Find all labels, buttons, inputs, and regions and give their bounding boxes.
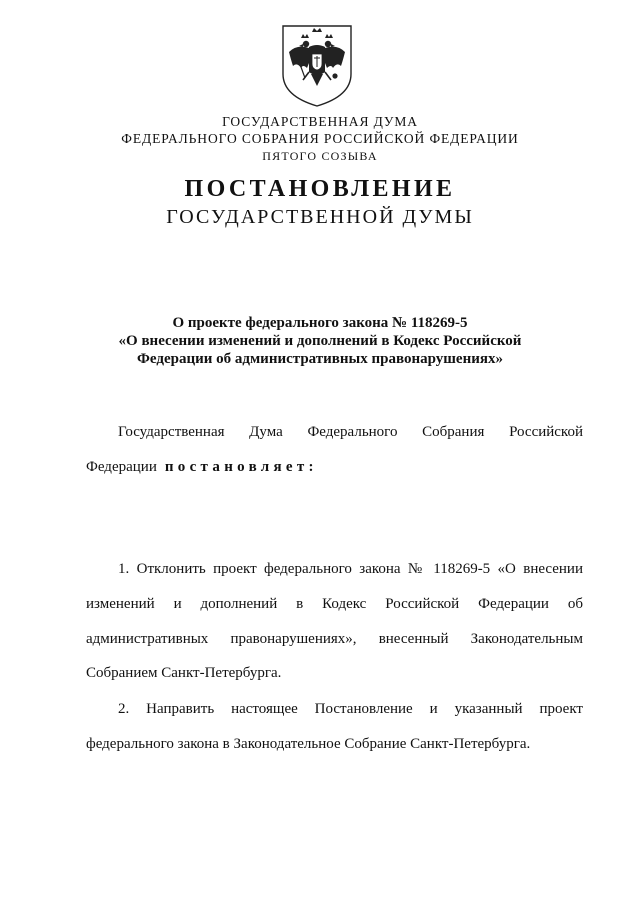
subject-line: О проекте федерального закона № 118269-5 xyxy=(172,315,468,331)
subject-line: Федерации об административных правонарушениях» xyxy=(137,351,503,367)
issuer-name-line: ГОСУДАРСТВЕННАЯ ДУМА xyxy=(222,114,418,129)
preamble-line xyxy=(86,458,318,476)
item-2-line: 2. Направить настоящее Постановление и указанный проект xyxy=(118,701,583,717)
resolves-word: постановляет: xyxy=(164,459,318,475)
item-1-line: Собранием Санкт-Петербурга. xyxy=(86,665,282,681)
convocation-line: ПЯТОГО СОЗЫВА xyxy=(262,149,378,163)
preamble-text: Федерации xyxy=(86,459,157,475)
item-1-line: административных правонарушениях», внесенный Законодательным xyxy=(86,631,583,647)
document-issuer-title: ГОСУДАРСТВЕННОЙ ДУМЫ xyxy=(166,206,474,228)
double-headed-eagle-coat-of-arms-icon xyxy=(279,22,355,108)
preamble-line: Государственная Дума Федерального Собрания Российской xyxy=(118,424,583,440)
item-1-line: 1. Отклонить проект федерального закона № 118269-5 «О внесении xyxy=(118,561,583,577)
issuer-assembly-line: ФЕДЕРАЛЬНОГО СОБРАНИЯ РОССИЙСКОЙ ФЕДЕРАЦИИ xyxy=(121,131,519,146)
document-type-title: ПОСТАНОВЛЕНИЕ xyxy=(184,176,456,202)
item-2-line: федерального закона в Законодательное Собрание Санкт-Петербурга. xyxy=(86,736,531,752)
subject-line: «О внесении изменений и дополнений в Кодекс Российской xyxy=(118,333,522,349)
item-1-line: изменений и дополнений в Кодекс Российской Федерации об xyxy=(86,596,583,612)
